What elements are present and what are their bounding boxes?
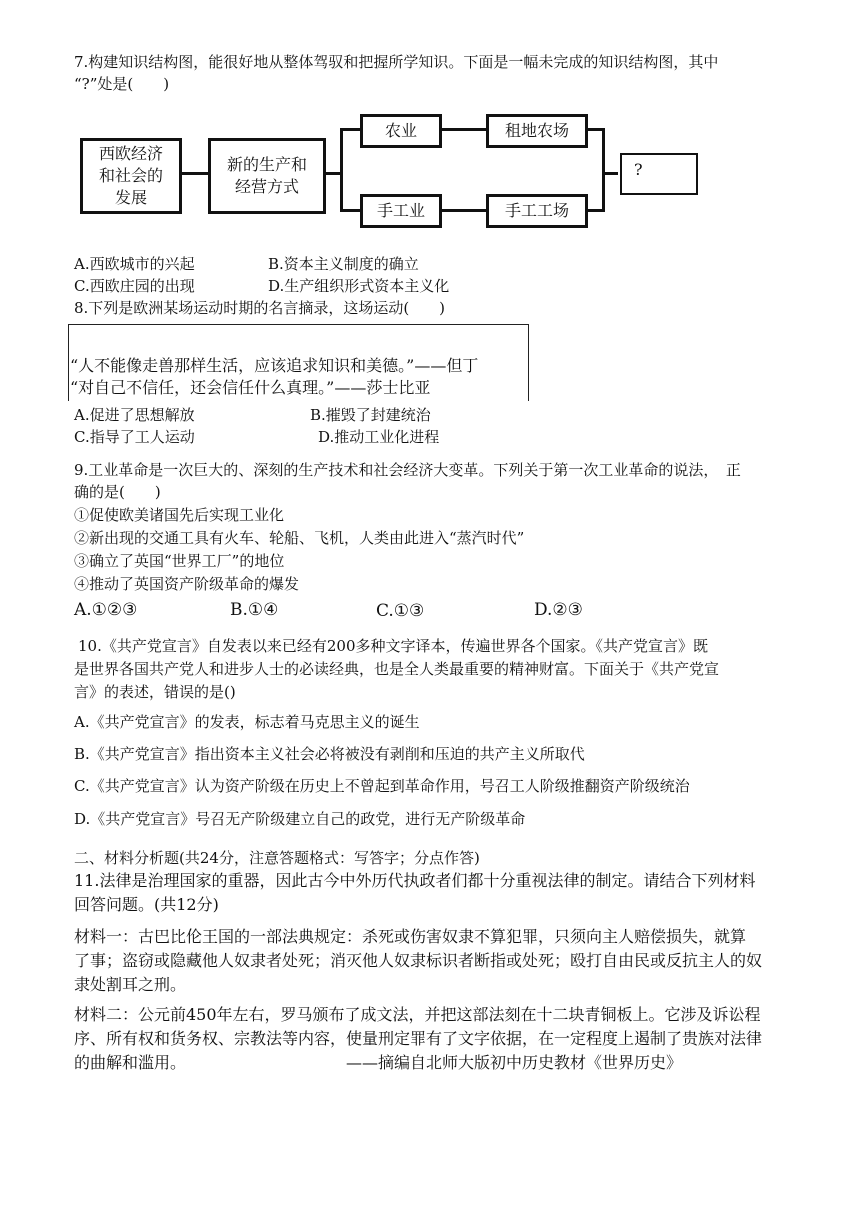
diagram-craft-text: 手工业 <box>376 201 425 220</box>
material1-line2: 了事；盗窃或隐藏他人奴隶者处死；消灭他人奴隶标识者断指或处死；殴打自由民或反抗主人的奴 <box>74 951 763 970</box>
diagram-box-west-europe <box>80 138 182 214</box>
q8-option-b[interactable]: B.摧毁了封建统治 <box>310 406 431 424</box>
q8-option-a[interactable]: A.促进了思想解放 <box>74 406 195 424</box>
q10-option-b[interactable]: B.《共产党宣言》指出资本主义社会必将被没有剥削和压迫的共产主义所取代 <box>74 745 585 763</box>
material2-source: ——摘编自北师大版初中历史教材《世界历史》 <box>346 1053 683 1072</box>
material1-line3: 隶处割耳之刑。 <box>74 975 187 994</box>
q9-option-a[interactable]: A.①②③ <box>74 600 138 620</box>
diagram-unknown-text: ? <box>634 160 643 179</box>
q7-stem-line1: 7.构建知识结构图，能很好地从整体驾驭和把握所学知识。下面是一幅未完成的知识结构图，其中 <box>74 53 719 71</box>
q7-option-b[interactable]: B.资本主义制度的确立 <box>268 255 419 273</box>
q9-option-c[interactable]: C.①③ <box>376 601 425 621</box>
material2-line2: 序、所有权和货务权、宗教法等内容，使量刑定罪有了文字依据，在一定程度上遏制了贵族对法律 <box>74 1029 763 1048</box>
diagram-box-handicraft <box>360 194 442 228</box>
q8-quote-shakespeare: “对自己不信任，还会信任什么真理。”——莎士比亚 <box>70 378 431 397</box>
q9-statement-1: ①促使欧美诸国先后实现工业化 <box>74 506 285 524</box>
diagram-workshop-text: 手工工场 <box>504 201 569 220</box>
q10-stem-line1: 10.《共产党宣言》自发表以来已经有200多种文字译本，传遍世界各个国家。《共产党宣言》既 <box>78 637 708 655</box>
q10-option-c[interactable]: C.《共产党宣言》认为资产阶级在历史上不曾起到革命作用，号召工人阶级推翻资产阶级统治 <box>74 777 690 795</box>
q9-statement-4: ④推动了英国资产阶级革命的爆发 <box>74 575 300 593</box>
q10-option-a[interactable]: A.《共产党宣言》的发表，标志着马克思主义的诞生 <box>74 713 420 731</box>
diagram-connector <box>340 128 360 131</box>
material2-line3: 的曲解和滥用。 <box>74 1053 187 1072</box>
diagram-connector <box>340 209 360 212</box>
diagram-connector <box>602 172 618 175</box>
q8-stem: 8.下列是欧洲某场运动时期的名言摘录，这场运动( ) <box>74 299 446 317</box>
diagram-box1-text1: 西欧经济 <box>98 144 163 163</box>
q9-statement-3: ③确立了英国“世界工厂”的地位 <box>74 552 285 570</box>
section2-title: 二、材料分析题(共24分，注意答题格式：写答字；分点作答) <box>74 849 480 867</box>
q7-option-a[interactable]: A.西欧城市的兴起 <box>74 255 195 273</box>
diagram-farm-text: 租地农场 <box>504 121 569 140</box>
q9-option-b[interactable]: B.①④ <box>230 600 279 620</box>
diagram-box1-text2: 和社会的 <box>98 166 163 185</box>
q7-option-c[interactable]: C.西欧庄园的出现 <box>74 277 195 295</box>
q10-stem-line3: 言》的表述，错误的是() <box>74 683 236 701</box>
q11-stem-line2: 回答问题。(共12分) <box>74 895 219 914</box>
q8-quote-dante: “人不能像走兽那样生活，应该追求知识和美德。”——但丁 <box>70 356 479 375</box>
q8-option-d[interactable]: D.推动工业化进程 <box>318 428 440 446</box>
q9-option-d[interactable]: D.②③ <box>534 600 583 620</box>
q7-option-d[interactable]: D.生产组织形式资本主义化 <box>268 277 450 295</box>
diagram-box2-text1: 新的生产和 <box>226 155 307 174</box>
diagram-connector <box>442 209 486 212</box>
diagram-agri-text: 农业 <box>384 121 417 140</box>
diagram-box-tenant-farm <box>486 114 588 148</box>
diagram-connector <box>182 172 208 175</box>
diagram-box-new-production <box>208 138 326 214</box>
q11-stem-line1: 11.法律是治理国家的重器，因此古今中外历代执政者们都十分重视法律的制定。请结合下列材料 <box>74 871 756 890</box>
q10-option-d[interactable]: D.《共产党宣言》号召无产阶级建立自己的政党，进行无产阶级革命 <box>74 810 526 828</box>
material1-line1: 材料一：古巴比伦王国的一部法典规定：杀死或伤害奴隶不算犯罪，只须向主人赔偿损失，就算 <box>74 927 747 946</box>
q9-statement-2: ②新出现的交通工具有火车、轮船、飞机，人类由此进入“蒸汽时代” <box>74 529 525 547</box>
diagram-box2-text2: 经营方式 <box>234 177 299 196</box>
diagram-connector <box>340 128 343 212</box>
diagram-box1-text3: 发展 <box>114 188 147 207</box>
material2-line1: 材料二：公元前450年左右，罗马颁布了成文法，并把这部法刻在十二块青铜板上。它涉及诉讼程 <box>74 1005 761 1024</box>
diagram-connector <box>602 128 605 212</box>
q9-stem-line2: 确的是( ) <box>74 483 161 501</box>
q9-stem-line1: 9.工业革命是一次巨大的、深刻的生产技术和社会经济大变革。下列关于第一次工业革命的说法， 正 <box>74 461 741 479</box>
q10-stem-line2: 是世界各国共产党人和进步人士的必读经典，也是全人类最重要的精神财富。下面关于《共产党宣 <box>74 660 720 678</box>
diagram-box-workshop <box>486 194 588 228</box>
q8-option-c[interactable]: C.指导了工人运动 <box>74 428 195 446</box>
diagram-box-agriculture <box>360 114 442 148</box>
diagram-connector <box>442 128 486 131</box>
diagram-box-unknown <box>620 153 698 195</box>
q7-stem-line2: “?”处是( ) <box>74 75 170 93</box>
